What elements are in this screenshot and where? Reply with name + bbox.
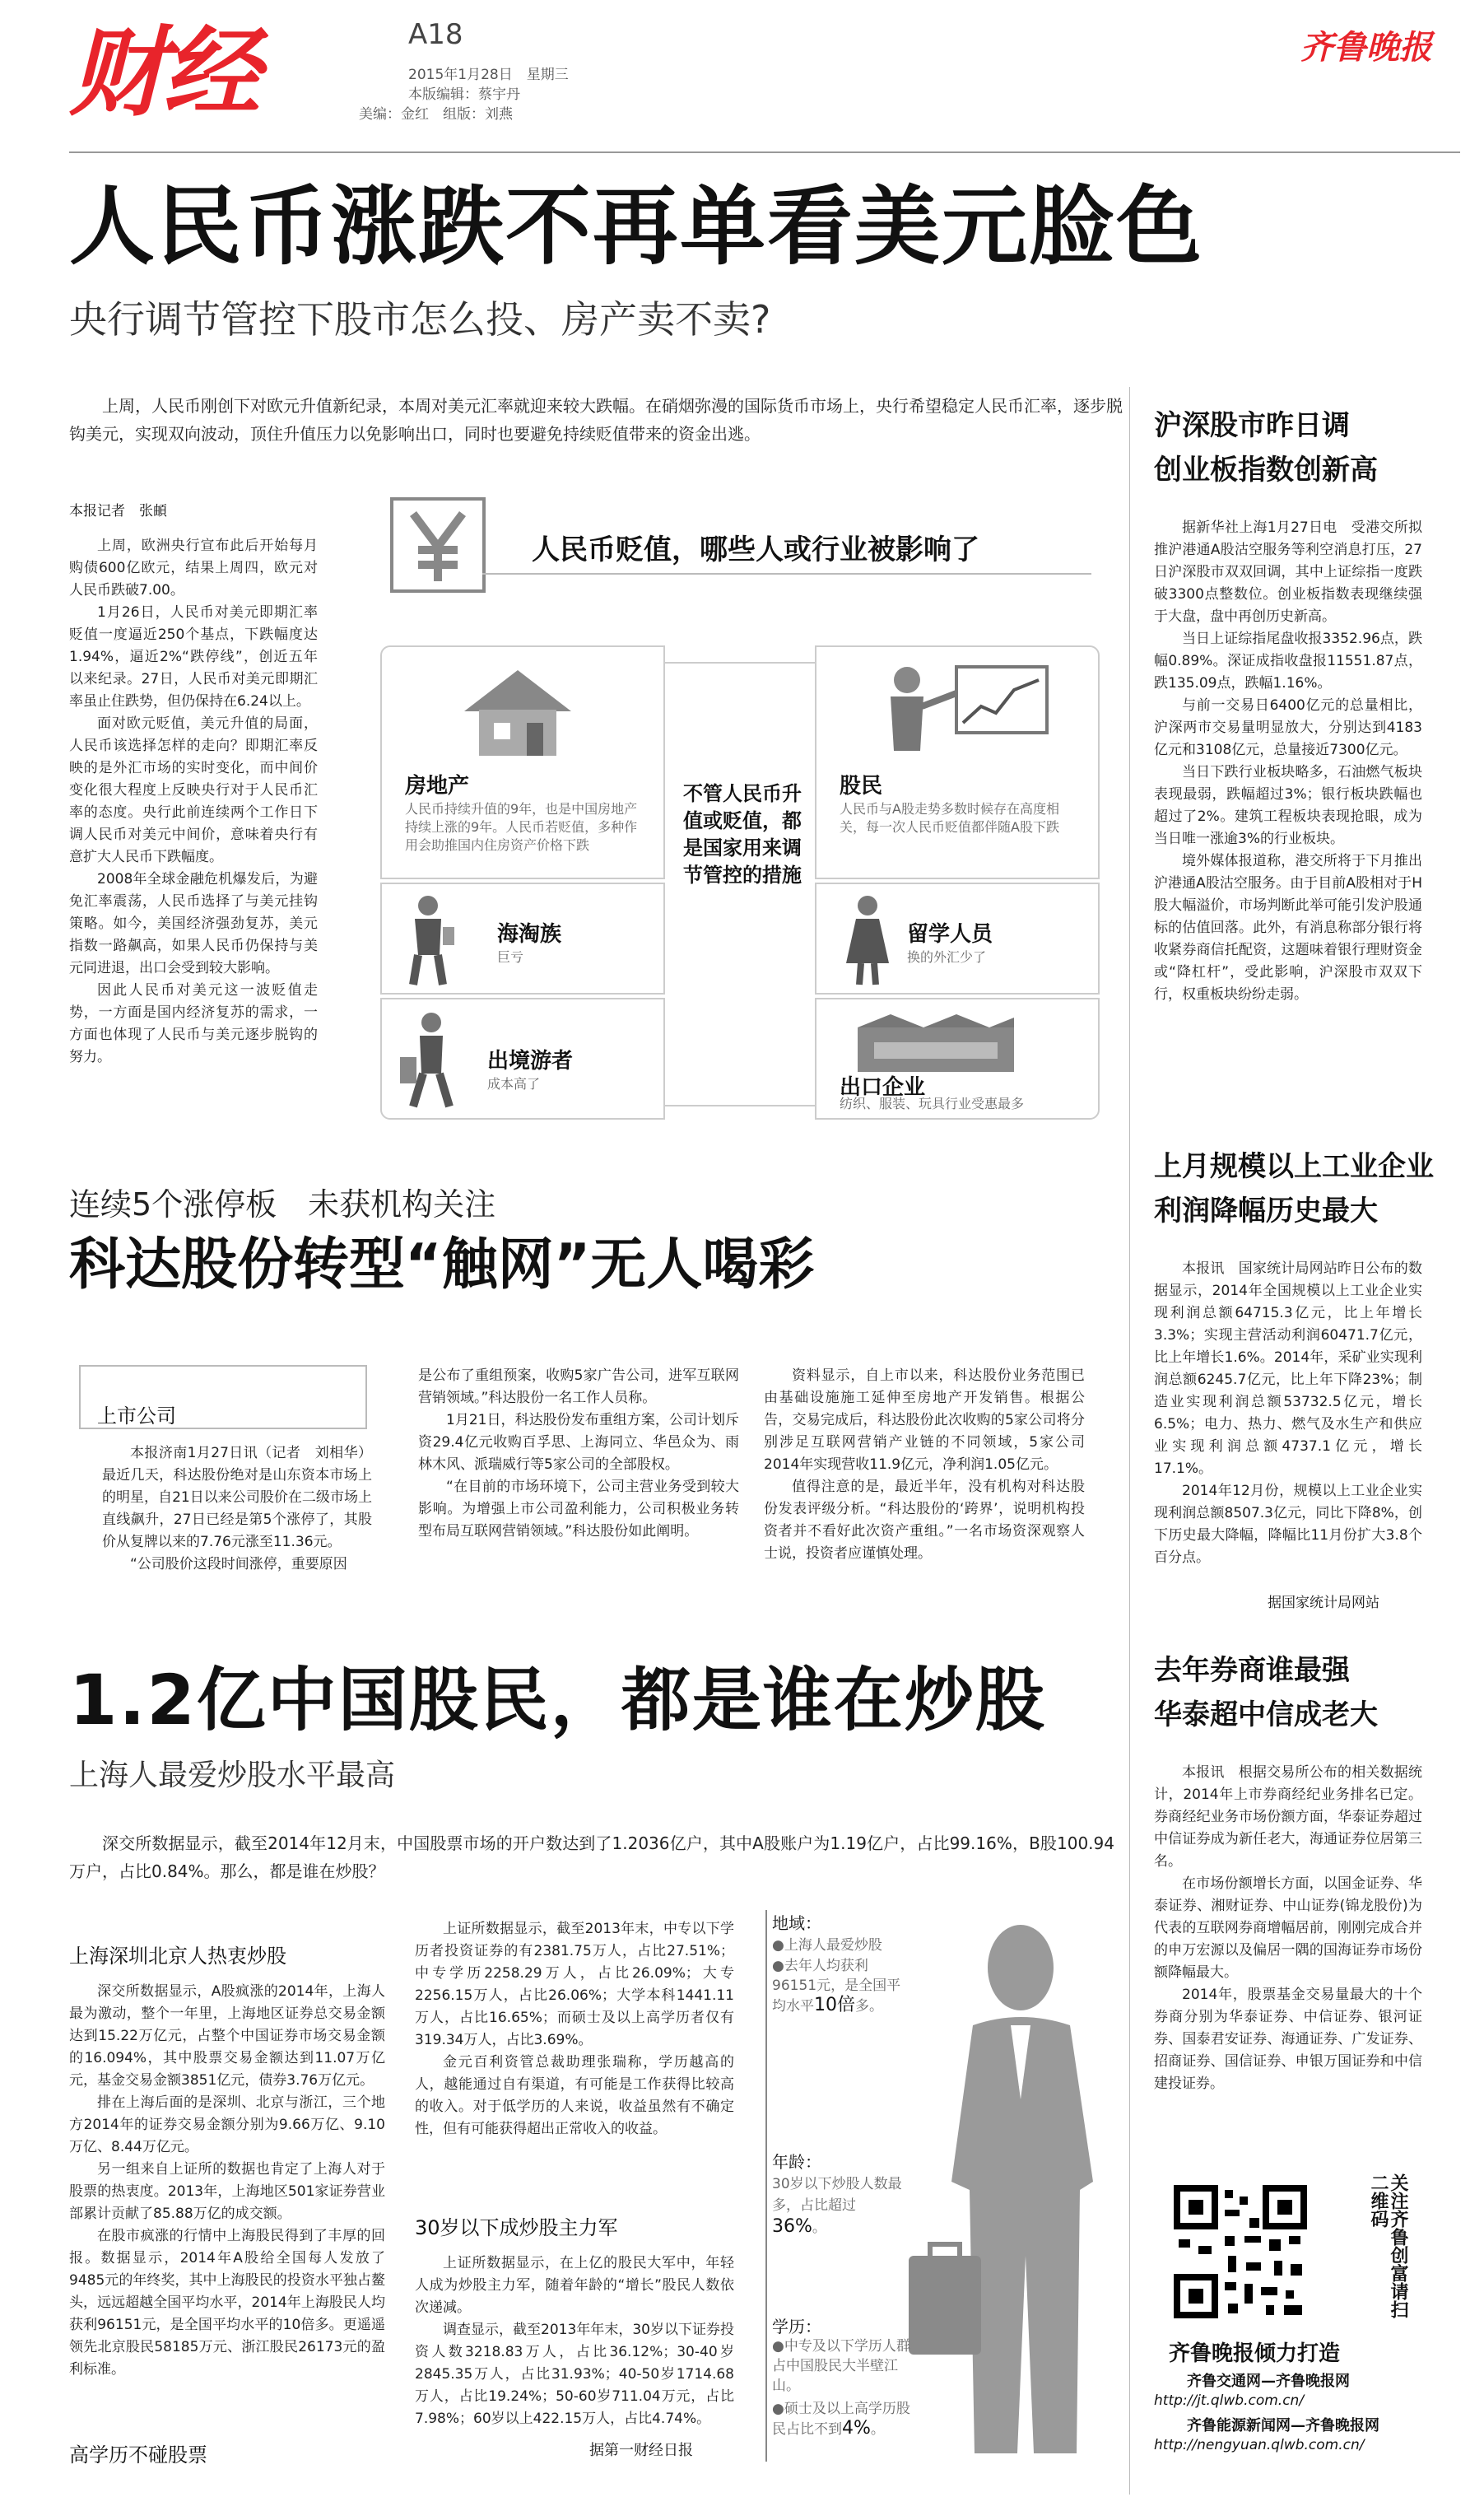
lead-intro-text: 上周，人民币刚创下对欧元升值新纪录，本周对美元汇率就迎来较大跌幅。在硝烟弥漫的国际货币市场上，央行希望稳定人民币汇率，逐步脱钩美元，实现双向波动，顶住升值压力以免影响出口，同时也要避免持续贬值带来的资金出逃。 <box>69 396 1123 444</box>
keda-kicker: 连续5个涨停板 未获机构关注 <box>69 1186 496 1223</box>
age-label: 年龄： <box>772 2152 821 2172</box>
sidebar-s1-title-1: 沪深股市昨日调 <box>1154 409 1350 442</box>
sidebar-s1-body <box>1154 517 1422 1006</box>
factory-icon <box>841 1009 1030 1075</box>
sidebar-s2-title-2: 利润降幅历史最大 <box>1154 1195 1378 1228</box>
sidebar-s2-body <box>1154 1258 1422 1569</box>
panel-haitao <box>380 883 665 995</box>
infographic-title-rule <box>482 573 1091 575</box>
paper-name-logo: 齐鲁晚报 <box>1300 28 1432 67</box>
promo-url-1[interactable]: http://jt.qlwb.com.cn/ <box>1154 2392 1305 2409</box>
age-highlight: 36% <box>772 2216 812 2237</box>
promo-title: 齐鲁晚报倾力打造 <box>1169 2341 1341 2366</box>
stock-para: 排在上海后面的是深圳、北京与浙江，三个地方2014年的证券交易金额分别为9.66万亿、9.10万亿、8.44万亿元。 <box>69 2094 385 2155</box>
keda-para: “在目前的市场环境下，公司主营业务受到较大影响。为增强上市公司盈利能力，公司积极业务转型布局互联网营销领域。”科达股份如此阐明。 <box>418 1479 739 1540</box>
panel-investors <box>815 645 1100 879</box>
desc-haitao: 巨亏 <box>497 949 524 965</box>
stock-para: 上证所数据显示，在上亿的股民大军中，年轻人成为炒股主力军，随着年龄的“增长”股民人数依次递减。 <box>415 2255 734 2316</box>
keda-para: 值得注意的是，最近半年，没有机构对科达股份发表评级分析。“科达股份的‘跨界’，说明机构投资者并不看好此次资产重组。”一名市场资深观察人士说，投资者应谨慎处理。 <box>764 1479 1085 1562</box>
panel-real-estate <box>380 645 665 879</box>
sidebar-para: 当日上证综指尾盘收报3352.96点，跌幅0.89%。深证成指收盘报11551.87点，跌135.09点，跌幅1.16%。 <box>1154 631 1422 692</box>
label-real-estate: 房地产 <box>405 774 470 799</box>
sidebar-s3-body <box>1154 1762 1422 2095</box>
edu-text: ●硕士及以上高学历股民占比不到 <box>772 2401 910 2438</box>
lead-para: 因此人民币对美元这一波贬值走势，一方面是国内经济复苏的需求，一方面也体现了人民币与美元逐步脱钩的努力。 <box>69 982 318 1065</box>
sidebar-s3-title-2: 华泰超中信成老大 <box>1154 1698 1378 1731</box>
region-line-2 <box>772 1956 912 2016</box>
rmb-infographic <box>375 484 1108 1126</box>
age-line <box>772 2173 904 2238</box>
edu-highlight: 4% <box>842 2418 871 2439</box>
stock-para: 另一组来自上证所的数据也肯定了上海人对于股票的热衷度。2013年，上海地区501家证券营业部累计贡献了85.88万亿的成交额。 <box>69 2161 385 2222</box>
lead-para: 上周，欧洲央行宣布此后开始每月购债600亿欧元，结果上周四，欧元对人民币跌破7.00。 <box>69 538 318 599</box>
traveler-icon <box>398 1011 464 1110</box>
stock-source: 据第一财经日报 <box>589 2442 693 2459</box>
sidebar-para: 2014年12月份，规模以上工业企业实现利润总额8507.3亿元，同比下降8%，创下历史最大降幅，降幅比11月份扩大3.8个百分点。 <box>1154 1483 1422 1566</box>
sidebar-para: 2014年，股票基金交易量最大的十个券商分别为华泰证券、中信证券、银河证券、国泰君安证券、海通证券、广发证券、招商证券、国信证券、申银万国证券和中信建投证券。 <box>1154 1987 1422 2092</box>
sidebar-s1-title-2: 创业板指数创新高 <box>1154 454 1378 487</box>
qr-caption: 关注齐鲁创富请扫二维码 <box>1368 2173 1408 2318</box>
edu-label: 学历： <box>772 2317 821 2336</box>
label-travelers: 出境游者 <box>487 1049 574 1074</box>
infographic-title: 人民币贬值，哪些人或行业被影响了 <box>532 533 979 566</box>
stock-para: 上证所数据显示，截至2013年末，中专以下学历者投资证券的有2381.75万人，占比27.51%；中专学历2258.29万人，占比26.09%；大专2256.15万人，占比26.06%；大学本科1441.11万人，占比16.65%；而硕士及以上高学历者仅有319.34万人，占比3.69%。 <box>415 1921 734 2048</box>
panel-travelers <box>380 998 665 1120</box>
sidebar-para: 在市场份额增长方面，以国金证券、华泰证券、湘财证券、中山证券(锦龙股份)为代表的互联网券商增幅居前，刚刚完成合并的申万宏源以及偏居一隅的国海证券市场份额降幅最大。 <box>1154 1875 1422 1981</box>
stock-subhead: 上海人最爱炒股水平最高 <box>69 1759 396 1792</box>
sidebar-para: 据新华社上海1月27日电 受港交所拟推沪港通A股沽空服务等利空消息打压，27日沪深股市双双回调，其中上证综指一度跌破3300点整数位。创业板指数表现继续强于大盘，盘中再创历史新高。 <box>1154 519 1422 625</box>
desc-investors: 人民币与A股走势多数时候存在高度相关，每一次人民币贬值都伴随A股下跌 <box>840 801 1059 835</box>
sidebar-para: 当日下跌行业板块略多，石油燃气板块表现最弱，跌幅超过3%；银行板块跌幅也超过了2%。建筑工程板块表现抢眼，成为当日唯一涨逾3%的行业板块。 <box>1154 764 1422 847</box>
edu-tail: 。 <box>870 2421 885 2438</box>
sidebar-para: 本报讯 根据交易所公布的相关数据统计，2014年上市券商经纪业务排名已定。券商经纪业务市场份额方面，华泰证券超过中信证券成为新任老大，海通证券位居第三名。 <box>1154 1764 1422 1870</box>
sidebar-divider <box>1129 387 1130 2495</box>
stock-intro <box>69 1829 1114 1885</box>
lead-intro <box>69 392 1123 448</box>
stock-col1 <box>69 1981 385 2381</box>
region-line-2-text: ●去年人均获利96151元，是全国平均水平 <box>772 1958 901 2015</box>
section-logo <box>69 16 341 129</box>
house-icon <box>456 662 579 761</box>
sidebar-s2-source: 据国家统计局网站 <box>1268 1595 1379 1611</box>
desc-exporters: 纺织、服装、玩具行业受惠最多 <box>840 1096 1025 1111</box>
sidebar-s2-title-1: 上月规模以上工业企业 <box>1154 1150 1434 1183</box>
qr-code-icon <box>1170 2182 1310 2322</box>
edu-line-2 <box>772 2399 912 2439</box>
sidebar-para: 本报讯 国家统计局网站昨日公布的数据显示，2014年全国规模以上工业企业实现利润总额64715.3亿元，比上年增长3.3%；实现主营活动利润60471.7亿元，比上年增长1.6%。2014年，采矿业实现利润总额6245.7亿元，比上年下降23%；制造业实现利润总额53732.5亿元，增长6.5%；电力、热力、燃气及水生产和供应业实现利润总额4737.1亿元，增长17.1%。 <box>1154 1260 1422 1477</box>
lead-para: 1月26日，人民币对美元即期汇率贬值一度逼近250个基点，下跌幅度达1.94%，逼近2%“跌停线”，创近五年以来纪录。27日，人民币对美元即期汇率虽止住跌势，但仍保持在6.24以上。 <box>69 604 318 710</box>
region-label: 地域： <box>772 1913 821 1933</box>
keda-col3 <box>764 1365 1085 1565</box>
panel-students <box>815 883 1100 995</box>
section-name: 财经 <box>69 16 258 129</box>
label-investors: 股民 <box>840 774 883 799</box>
label-exporters: 出口企业 <box>840 1075 926 1100</box>
keda-para: “公司股价这段时间涨停，重要原因 <box>130 1556 347 1572</box>
stock-para: 深交所数据显示，A股疯涨的2014年，上海人最为激动，整个一年里，上海地区证券总交易金额达到15.22万亿元，占整个中国证券市场交易金额的16.094%，其中股票交易金额达到11.07万亿元，基金交易金额3851亿元，债券3.76万亿元。 <box>69 1983 385 2089</box>
stock-sub-bottom: 高学历不碰股票 <box>69 2443 207 2467</box>
desc-travelers: 成本高了 <box>487 1076 541 1092</box>
desc-real-estate: 人民币持续升值的9年，也是中国房地产持续上涨的9年。人民币若贬值，多种作用会助推国内住房资产价格下跌 <box>405 801 638 853</box>
shopper-icon <box>400 894 458 986</box>
student-icon <box>840 894 897 986</box>
stock-para: 在股市疯涨的行情中上海股民得到了丰厚的回报。数据显示，2014年A股给全国每人发放了9485元的年终奖，其中上海股民的投资水平独占鳌头，远远超越全国平均水平，2014年上海股民人均获利96151元，是全国平均水平的10倍多。更遥遥领先北京股民58185万元、浙江股民26173元的盈利标准。 <box>69 2228 385 2378</box>
promo-site-2: 齐鲁能源新闻网—齐鲁晚报网 <box>1187 2417 1379 2434</box>
stock-sub2: 30岁以下成炒股主力军 <box>415 2216 618 2239</box>
panel-exporters <box>815 998 1100 1120</box>
lead-byline: 本报记者 张頔 <box>69 503 167 519</box>
page-number: A18 <box>408 18 463 51</box>
sidebar-para: 与前一交易日6400亿元的总量相比，沪深两市交易量明显放大，分别达到4183亿元和3108亿元，总量接近7300亿元。 <box>1154 697 1422 758</box>
lead-headline: 人民币涨跌不再单看美元脸色 <box>69 176 1204 277</box>
stock-intro-text: 深交所数据显示，截至2014年12月末，中国股票市场的开户数达到了1.2036亿户，其中A股账户为1.19亿户，占比99.16%，B股100.94万户，占比0.84%。那么，都是谁在炒股？ <box>69 1833 1114 1881</box>
stock-col2b <box>415 2252 734 2430</box>
stockholder-figure <box>757 1910 1119 2470</box>
sidebar-s3-title-1: 去年券商谁最强 <box>1154 1654 1350 1687</box>
lead-body <box>69 535 318 1069</box>
keda-para: 是公布了重组预案，收购5家广告公司，进军互联网营销领域。”科达股份一名工作人员称。 <box>418 1367 739 1406</box>
region-highlight: 10倍 <box>814 1995 855 2015</box>
center-text: 不管人民币升值或贬值，都是国家用来调节管控的措施 <box>683 782 802 887</box>
figure-bracket <box>765 1910 770 2462</box>
lead-para: 面对欧元贬值，美元升值的局面，人民币该选择怎样的走向？即期汇率反映的是外汇市场的实时变化，而中间价变化很大程度上反映央行对于人民币汇率的态度。央行此前连续两个工作日下调人民币对美元中间价，意味着央行有意扩大人民币下跌幅度。 <box>69 715 318 865</box>
keda-col1 <box>102 1442 372 1576</box>
lead-subhead: 央行调节管控下股市怎么投、房产卖不卖? <box>69 297 771 342</box>
age-text: 30岁以下炒股人数最多，占比超过 <box>772 2176 902 2214</box>
keda-tag: 上市公司 <box>97 1405 176 1428</box>
stock-sub1: 上海深圳北京人热衷炒股 <box>69 1945 286 1968</box>
region-line-1: ●上海人最爱炒股 <box>772 1937 882 1954</box>
promo-url-2[interactable]: http://nengyuan.qlwb.com.cn/ <box>1154 2437 1365 2453</box>
keda-para: 资料显示，自上市以来，科达股份业务范围已由基础设施施工延伸至房地产开发销售。根据公告，交易完成后，科达股份此次收购的5家公司将分别涉足互联网营销产业链的不同领域，5家公司2014年实现营收11.9亿元，净利润1.05亿元。 <box>764 1367 1085 1473</box>
promo-site-1: 齐鲁交通网—齐鲁晚报网 <box>1187 2373 1350 2390</box>
investor-chart-icon <box>874 660 1055 759</box>
stock-col2 <box>415 1918 734 2141</box>
keda-para: 本报济南1月27日讯（记者 刘相华）最近几天，科达股份绝对是山东资本市场上的明星，自21日以来公司股价在二级市场上直线飙升，27日已经是第5个涨停了，其股价从复牌以来的7.76元涨至11.36元。 <box>102 1445 372 1550</box>
desc-students: 换的外汇少了 <box>907 949 987 965</box>
keda-headline: 科达股份转型“触网”无人喝彩 <box>69 1232 815 1297</box>
businessman-silhouette <box>897 1910 1119 2470</box>
stock-para: 金元百利资管总裁助理张瑞称，学历越高的人，越能通过自有渠道，有可能是工作获得比较高的收入。对于低学历的人来说，收益虽然有不确定性，但有可能获得超出正常收入的收益。 <box>415 2054 734 2137</box>
label-students: 留学人员 <box>907 922 993 947</box>
issue-date: 2015年1月28日 星期三 <box>408 67 569 83</box>
editor-credit: 本版编辑：蔡宇丹 <box>408 86 520 103</box>
yuan-icon <box>388 496 487 594</box>
region-tail: 多。 <box>855 1998 883 2015</box>
sidebar-para: 境外媒体报道称，港交所将于下月推出沪港通A股沽空服务。由于目前A股相对于H股大幅溢价，市场判断此举可能引发沪股通标的估值回落。此外，有消息称部分银行将收紧券商信托配资，这题味着银行理财资金或“降杠杆”，受此影响，沪深股市双双下行，权重板块纷纷走弱。 <box>1154 853 1422 1003</box>
keda-para: 1月21日，科达股份发布重组方案，公司计划斥资29.4亿元收购百孚思、上海同立、华邑众为、雨林木风、派瑞威行等5家公司的全部股权。 <box>418 1412 739 1473</box>
label-haitao: 海淘族 <box>497 922 562 947</box>
keda-col2 <box>418 1365 739 1543</box>
stock-headline: 1.2亿中国股民，都是谁在炒股 <box>69 1660 1046 1740</box>
masthead-rule <box>69 151 1460 153</box>
designer-credit: 美编：金红 组版：刘燕 <box>359 106 513 123</box>
edu-line-1: ●中专及以下学历人群占中国股民大半壁江山。 <box>772 2338 910 2394</box>
age-tail: 。 <box>812 2220 826 2236</box>
stock-para: 调查显示，截至2013年年末，30岁以下证券投资人数3218.83万人，占比36.12%；30-40岁2845.35万人，占比31.93%；40-50岁1714.68万人，占比19.24%；50-60岁711.04万元，占比7.98%；60岁以上422.15万人，占比4.74%。 <box>415 2322 734 2427</box>
lead-para: 2008年全球金融危机爆发后，为避免汇率震荡，人民币选择了与美元挂钩策略。如今，美国经济强劲复苏，美元指数一路飙高，如果人民币仍保持与美元同进退，出口会受到较大影响。 <box>69 871 318 976</box>
